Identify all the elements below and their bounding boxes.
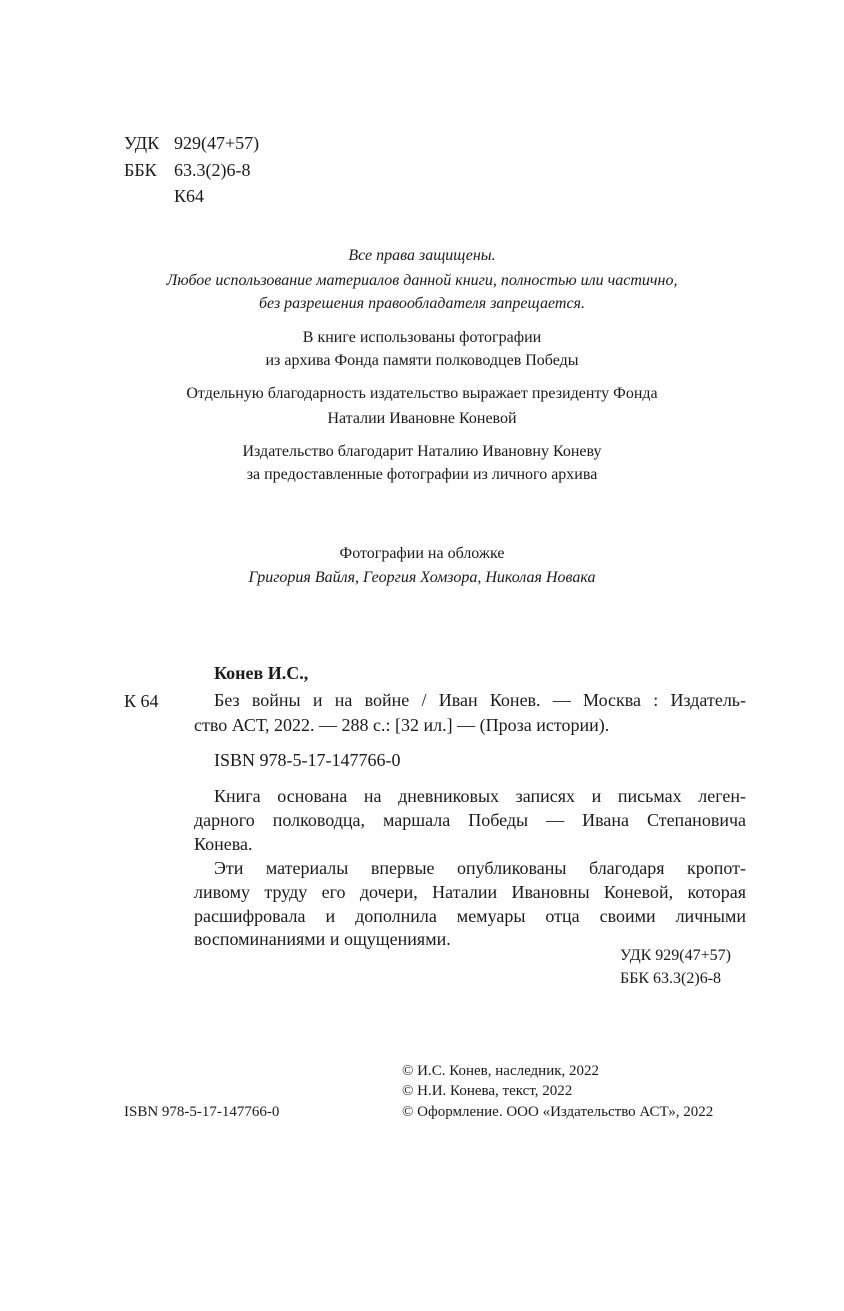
photos-note-line-2: из архива Фонда памяти полководцев Победы	[265, 352, 579, 369]
gratitude-archive-line-2: за предоставленные фотографии из личного архива	[246, 466, 598, 483]
rights-line-2: Любое использование материалов данной книги, полностью или частично,	[166, 272, 678, 289]
rights-line-3: без разрешения правообладателя запрещается.	[259, 295, 585, 312]
annotation-p2-line-3: расшифровала и дополнила мемуары отца своими личными	[194, 906, 746, 926]
rights-line-1: Все права защищены.	[348, 247, 496, 264]
bbk-value: 63.3(2)6-8	[174, 160, 251, 180]
footer-isbn: ISBN 978-5-17-147766-0	[124, 1104, 280, 1120]
catalog-description-line-2: ство АСТ, 2022. — 288 с.: [32 ил.] — (Проза истории).	[194, 715, 610, 735]
copyright-line-1: © И.С. Конев, наследник, 2022	[402, 1063, 600, 1079]
gratitude-archive-line-1: Издательство благодарит Наталию Ивановну Коневу	[242, 443, 602, 460]
udk-label: УДК	[124, 133, 160, 153]
catalog-bbk: ББК 63.3(2)6-8	[620, 970, 722, 987]
catalog-isbn: ISBN 978-5-17-147766-0	[214, 750, 401, 770]
annotation-p1-line-3: Конева.	[194, 834, 253, 854]
catalog-author: Конев И.С.,	[214, 663, 309, 683]
copyright-line-2: © Н.И. Конева, текст, 2022	[402, 1083, 573, 1099]
catalog-udk: УДК 929(47+57)	[620, 947, 731, 964]
udk-line	[124, 133, 259, 154]
udk-value: 929(47+57)	[174, 133, 260, 153]
cover-photos-authors: Григория Вайля, Георгия Хомзора, Николая Новака	[248, 569, 596, 586]
bbk-line	[124, 160, 250, 181]
catalog-description-line-1: Без войны и на войне / Иван Конев. — Москва : Издатель-	[214, 690, 746, 710]
catalog-author-mark: К 64	[124, 691, 159, 711]
copyright-line-3: © Оформление. ООО «Издательство АСТ», 2022	[402, 1104, 714, 1120]
annotation-p2-line-2: ливому труду его дочери, Наталии Ивановны Коневой, которая	[194, 882, 746, 902]
gratitude-foundation-line-1: Отдельную благодарность издательство выражает президенту Фонда	[186, 385, 658, 402]
annotation-p2-line-1: Эти материалы впервые опубликованы благодаря кропот-	[214, 858, 746, 878]
cover-photos-label: Фотографии на обложке	[339, 545, 505, 562]
gratitude-foundation-line-2: Наталии Ивановне Коневой	[327, 410, 517, 427]
annotation-p1-line-2: дарного полководца, маршала Победы — Ивана Степановича	[194, 810, 746, 830]
author-mark: К64	[174, 186, 205, 206]
annotation-p2-line-4: воспоминаниями и ощущениями.	[194, 929, 451, 949]
photos-note-line-1: В книге использованы фотографии	[302, 329, 542, 346]
annotation-p1-line-1: Книга основана на дневниковых записях и письмах леген-	[214, 786, 746, 806]
bbk-label: ББК	[124, 160, 157, 180]
